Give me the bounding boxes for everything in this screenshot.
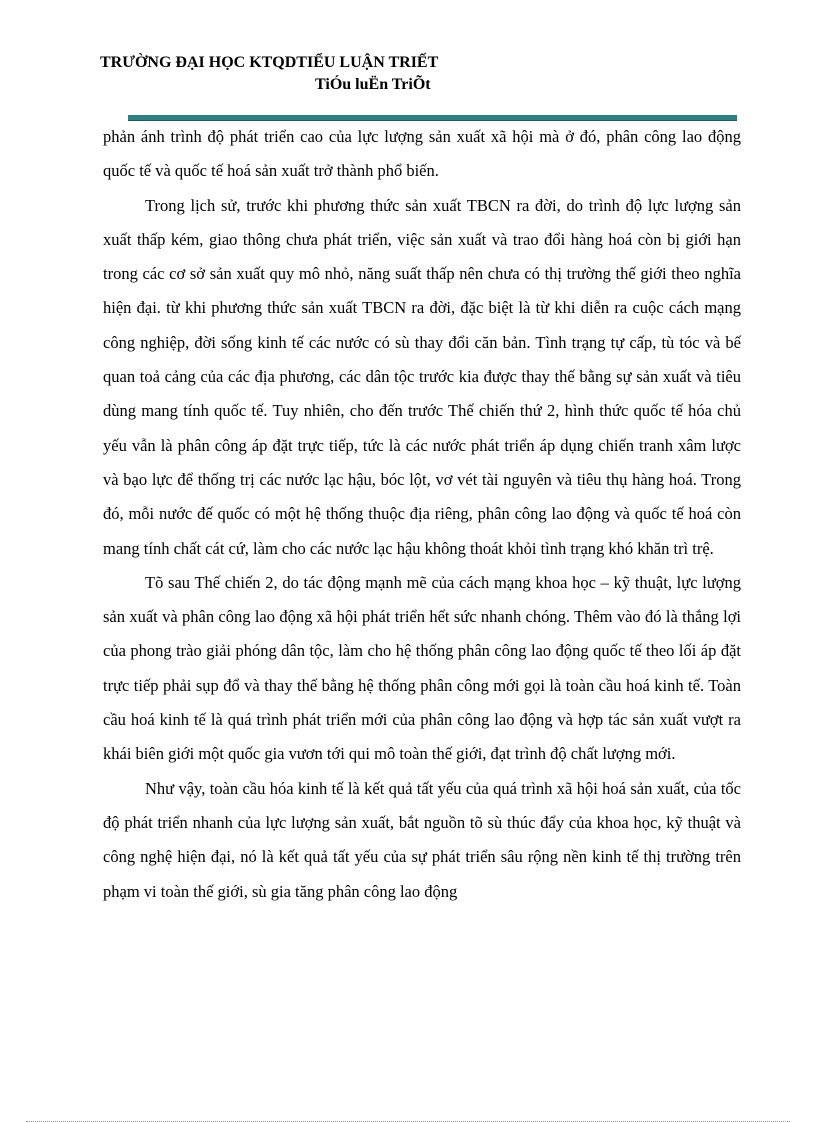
document-body [103,120,741,909]
header-title: TRƯỜNG ĐẠI HỌC KTQDTIỂU LUẬN TRIẾT [100,54,439,71]
page-header [100,52,740,96]
paragraph: Tõ sau Thế chiến 2, do tác động mạnh mẽ của cách mạng khoa học – kỹ thuật, lực lượng sản xuất và phân công lao động xã hội phát triển hết sức nhanh chóng. Thêm vào đó là thắng lợi của phong trào giải phóng dân tộc, làm cho hệ thống phân công lao động quốc tế theo lối áp đặt trực tiếp phải sụp đổ và thay thế bằng hệ thống phân công mới gọi là toàn cầu hoá kinh tế. Toàn cầu hoá kinh tế là quá trình phát triển mới của phân công lao động và hợp tác sản xuất vượt ra khái biên giới một quốc gia vươn tới qui mô toàn thế giới, đạt trình độ chất lượng mới. [103,572,741,764]
footer-divider [26,1121,790,1122]
paragraph: Trong lịch sử, trước khi phương thức sản xuất TBCN ra đời, do trình độ lực lượng sản xuất thấp kém, giao thông chưa phát triển, việc sản xuất và trao đổi hàng hoá còn bị giới hạn trong các cơ sở sản xuất quy mô nhỏ, năng suất thấp nên chưa có thị trường thế giới theo nghĩa hiện đại. từ khi phương thức sản xuất TBCN ra đời, đặc biệt là từ khi diễn ra cuộc cách mạng công nghiệp, đời sống kinh tế các nước có sù thay đổi căn bản. Tình trạng tự cấp, tù tóc và bế quan toả cảng của các địa phương, các dân tộc trước kia được thay thế bằng sự sản xuất và tiêu dùng mang tính quốc tế. Tuy nhiên, cho đến trước Thế chiến thứ 2, hình thức quốc tế hóa chủ yếu vẫn là phân công áp đặt trực tiếp, tức là các nước phát triển áp dụng chiến tranh xâm lược và bạo lực để thống trị các nước lạc hậu, bóc lột, vơ vét tài nguyên và tiêu thụ hàng hoá. Trong đó, mỗi nước đế quốc có một hệ thống thuộc địa riêng, phân công lao động và quốc tế hoá còn mang tính chất cát cứ, làm cho các nước lạc hậu không thoát khỏi tình trạng khó khăn trì trệ. [103,195,741,558]
paragraph-continuation: phản ánh trình độ phát triển cao của lực lượng sản xuất xã hội mà ở đó, phân công lao động quốc tế và quốc tế hoá sản xuất trở thành phổ biến. [103,127,741,181]
paragraph: Như vậy, toàn cầu hóa kinh tế là kết quả tất yếu của quá trình xã hội hoá sản xuất, của tốc độ phát triển nhanh của lực lượng sản xuất, bắt nguồn tõ sù thúc đẩy của khoa học, kỹ thuật và công nghệ hiện đại, nó là kết quả tất yếu của sự phát triển sâu rộng nền kinh tế thị trường trên phạm vi toàn thế giới, sù gia tăng phân công lao động [103,778,741,901]
header-subtitle: TiÓu luËn TriÕt [315,76,431,93]
